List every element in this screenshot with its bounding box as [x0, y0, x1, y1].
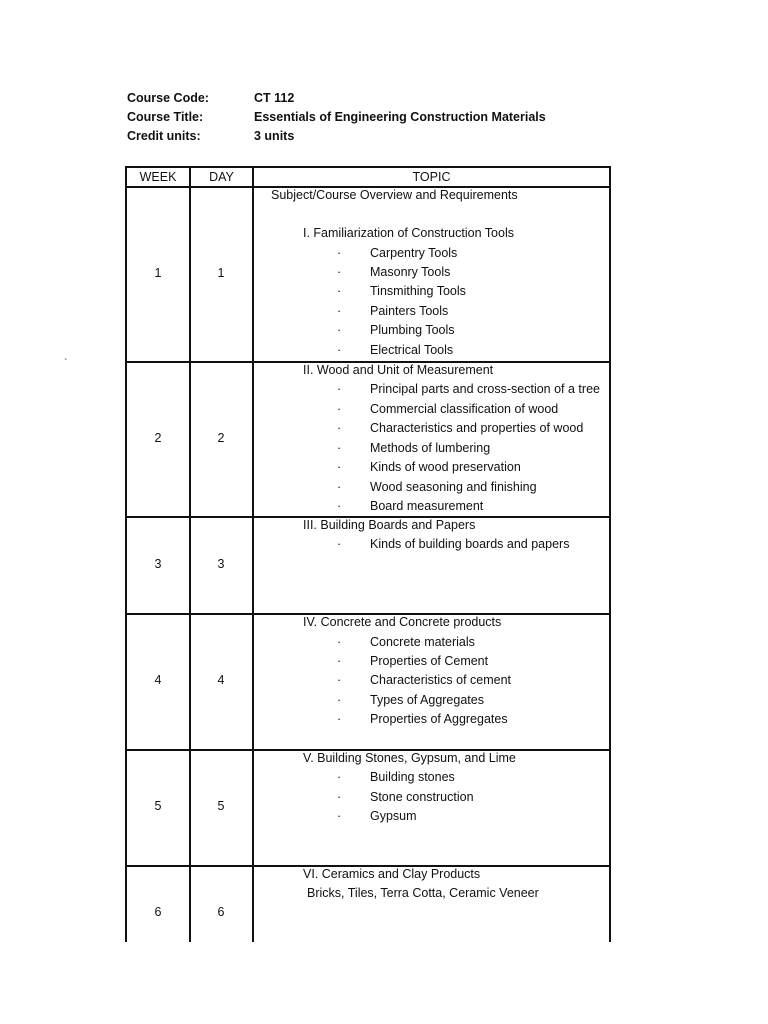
column-header-topic: TOPIC	[412, 170, 451, 184]
topic-item: Wood seasoning and finishing	[370, 480, 537, 494]
topic-item: Building stones	[370, 770, 455, 784]
column-header-week: WEEK	[139, 170, 177, 184]
bullet-icon: ·	[337, 790, 342, 804]
bullet-icon: ·	[337, 654, 342, 668]
topic-item: Board measurement	[370, 499, 484, 513]
topic-item: Kinds of wood preservation	[370, 460, 521, 474]
week-cell: 2	[154, 431, 162, 445]
bullet-icon: ·	[337, 421, 342, 435]
bullet-icon: ·	[337, 441, 342, 455]
week-cell: 3	[154, 557, 162, 571]
topic-item: Stone construction	[370, 790, 474, 804]
topic-cell	[254, 188, 609, 361]
day-cell: 6	[217, 905, 225, 919]
credit-units-value: 3 units	[254, 129, 295, 143]
topic-item: Methods of lumbering	[370, 441, 491, 455]
bullet-icon: ·	[337, 284, 342, 298]
bullet-icon: ·	[337, 480, 342, 494]
week-cell: 6	[154, 905, 162, 919]
credit-units-label: Credit units:	[127, 129, 201, 143]
bullet-icon: ·	[337, 343, 342, 357]
topic-heading: IV. Concrete and Concrete products	[303, 615, 502, 629]
bullet-icon: ·	[337, 537, 342, 551]
bullet-icon: ·	[337, 402, 342, 416]
bullet-icon: ·	[337, 770, 342, 784]
bullet-icon: ·	[337, 246, 342, 260]
course-title-value: Essentials of Engineering Construction Materials	[254, 110, 546, 124]
topic-cell	[254, 615, 609, 749]
day-cell: 3	[217, 557, 225, 571]
bullet-icon: ·	[337, 304, 342, 318]
topic-heading: V. Building Stones, Gypsum, and Lime	[303, 751, 516, 765]
week-cell: 4	[154, 673, 162, 687]
topic-item: Gypsum	[370, 809, 417, 823]
bullet-icon: ·	[337, 673, 342, 687]
bullet-icon: ·	[337, 635, 342, 649]
bullet-icon: ·	[337, 382, 342, 396]
topic-item: Commercial classification of wood	[370, 402, 559, 416]
bullet-icon: ·	[337, 693, 342, 707]
column-divider-week-day	[189, 168, 191, 942]
bullet-icon: ·	[337, 460, 342, 474]
topic-item: Characteristics of cement	[370, 673, 512, 687]
topic-item: Masonry Tools	[370, 265, 451, 279]
bullet-icon: ·	[337, 809, 342, 823]
topic-heading: III. Building Boards and Papers	[303, 518, 476, 532]
topic-line: Subject/Course Overview and Requirements	[271, 188, 518, 202]
topic-item: Properties of Cement	[370, 654, 489, 668]
week-cell: 1	[154, 266, 162, 280]
topic-item: Kinds of building boards and papers	[370, 537, 570, 551]
topic-cell	[254, 867, 609, 944]
topic-item: Tinsmithing Tools	[370, 284, 466, 298]
topic-heading: I. Familiarization of Construction Tools	[303, 226, 514, 240]
topic-cell	[254, 363, 609, 516]
topic-cell	[254, 751, 609, 865]
topic-item: Painters Tools	[370, 304, 449, 318]
topic-item: Types of Aggregates	[370, 693, 484, 707]
course-code-value: CT 112	[254, 91, 295, 105]
topic-item: Concrete materials	[370, 635, 475, 649]
day-cell: 5	[217, 799, 225, 813]
course-code-label: Course Code:	[127, 91, 209, 105]
day-cell: 2	[217, 431, 225, 445]
course-title-label: Course Title:	[127, 110, 204, 124]
day-cell: 4	[217, 673, 225, 687]
topic-item: Carpentry Tools	[370, 246, 458, 260]
bullet-icon: ·	[337, 712, 342, 726]
topic-item: Electrical Tools	[370, 343, 454, 357]
column-header-day: DAY	[209, 170, 234, 184]
day-cell: 1	[217, 266, 225, 280]
topic-item: Characteristics and properties of wood	[370, 421, 584, 435]
schedule-table	[125, 166, 611, 942]
bullet-icon: ·	[337, 499, 342, 513]
topic-heading: VI. Ceramics and Clay Products	[303, 867, 481, 881]
topic-cell	[254, 518, 609, 613]
topic-item: Principal parts and cross-section of a tree	[370, 382, 600, 396]
topic-item: Bricks, Tiles, Terra Cotta, Ceramic Veneer	[307, 886, 539, 900]
bullet-icon: ·	[337, 323, 342, 337]
topic-item: Properties of Aggregates	[370, 712, 508, 726]
topic-heading: II. Wood and Unit of Measurement	[303, 363, 494, 377]
topic-item: Plumbing Tools	[370, 323, 455, 337]
bullet-icon: ·	[337, 265, 342, 279]
week-cell: 5	[154, 799, 162, 813]
stray-mark: `	[64, 358, 68, 369]
